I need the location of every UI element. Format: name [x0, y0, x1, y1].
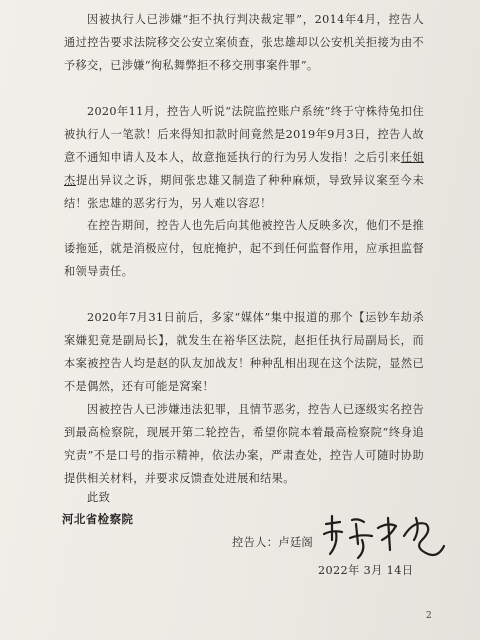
signer-label: 控告人：卢廷阁 [232, 536, 314, 549]
paragraph-4-text: 2020年7月31日前后，多家“媒体”集中报道的那个【运钞车劫杀案嫌犯竟是副局长】，就发生在裕华区法院，赵拒任执行局副局长，而本案被控告人均是赵的队友加战友！种种乱相出现在这个法院，显然已不是偶然，还有可能是窝案！ [64, 311, 424, 393]
paragraph-4 [64, 306, 424, 398]
underlined-name: 任姐杰 [64, 151, 424, 187]
paragraph-2-text-a: 2020年11月，控告人听说“法院监控账户系统”终于守株待兔扣住被执行人一笔款！后来得知扣款时间竟然是2019年9月3日，控告人故意不通知申请人及本人，故意拖延执行的行为另人发指！之后引来 [64, 105, 424, 164]
paragraph-1 [64, 8, 424, 77]
recipient: 河北省检察院 [62, 512, 134, 526]
paragraph-1-text: 因被执行人已涉嫌“拒不执行判决裁定罪”，2014年4月，控告人通过控告要求法院移交公安立案侦查，张忠雄却以公安机关拒接为由不予移交，已涉嫌“徇私舞弊拒不移交刑事案件罪”。 [64, 13, 424, 72]
paragraph-5 [64, 398, 424, 490]
closing-salutation: 此致 [87, 491, 111, 504]
paragraph-5-text: 因被控告人已涉嫌违法犯罪，且情节恶劣，控告人已逐级实名控告到最高检察院，现展开第二轮控告，希望你院本着最高检察院“终身追究责”不是口号的指示精神，依法办案，严肃查处，控告人可随时协助提供相关材料，并要求反馈查处进展和结果。 [64, 403, 424, 485]
page-number: 2 [426, 611, 432, 621]
paragraph-3 [64, 214, 424, 283]
paragraph-2-text-b: 提出异议之诉，期间张忠雄又制造了种种麻烦，导致异议案至今未结！张忠雄的恶劣行为，另人难以容忍！ [64, 174, 424, 210]
handwritten-signature [318, 510, 448, 564]
document-date: 2022年 3月 14日 [318, 564, 414, 577]
paragraph-3-text: 在控告期间，控告人也先后向其他被控告人反映多次，他们不是推诿拖延，就是消极应付，包庇掩护，起不到任何监督作用，应承担监督和领导责任。 [64, 219, 424, 278]
paragraph-2 [64, 100, 424, 215]
